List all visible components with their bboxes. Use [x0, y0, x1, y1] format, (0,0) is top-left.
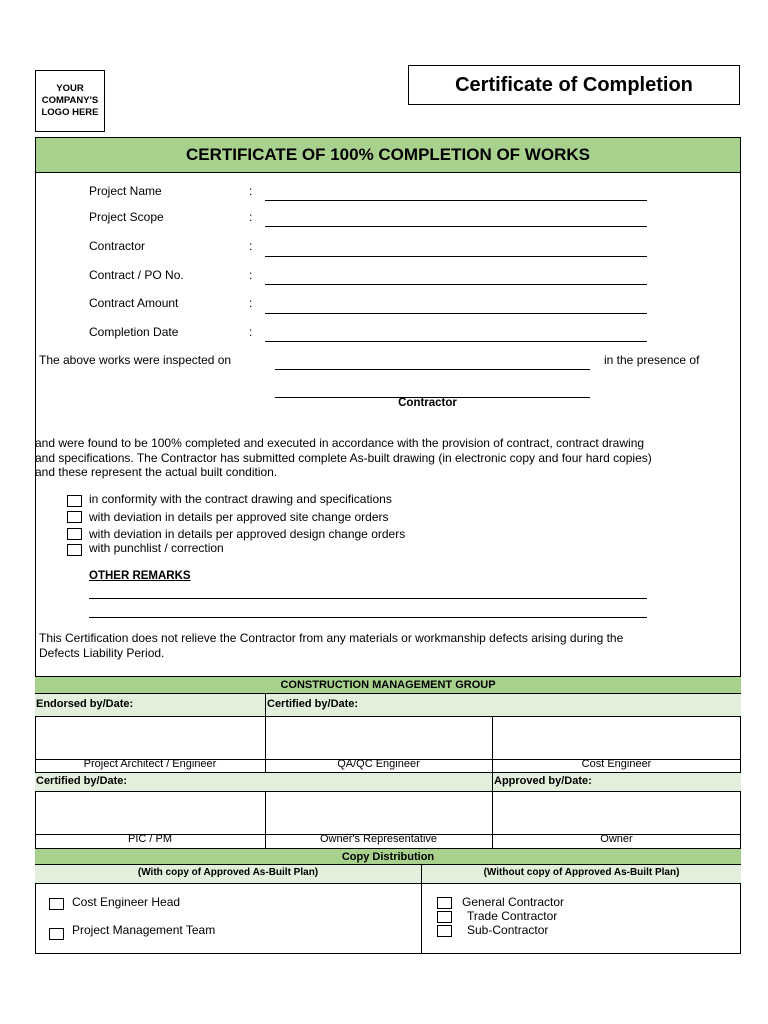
punchlist-checkbox[interactable]	[67, 544, 82, 556]
cost-engineer-signature-space[interactable]	[493, 717, 741, 759]
general-contractor-checkbox[interactable]	[437, 897, 452, 909]
completion-date-label: Completion Date	[89, 325, 179, 339]
owners-rep-signature-space[interactable]	[266, 792, 492, 834]
logo-line-3: LOGO HERE	[41, 107, 99, 118]
signature-header-row-2	[35, 773, 741, 792]
conformity-label: in conformity with the contract drawing and specifications	[89, 492, 392, 506]
with-copy-header: (With copy of Approved As-Built Plan)	[137, 867, 319, 878]
general-contractor-label: General Contractor	[462, 895, 565, 909]
disclaimer-line-1: This Certification does not relieve the Contractor from any materials or workmanship defects arising during the	[39, 631, 624, 645]
role-owners-representative: Owner's Representative	[319, 833, 438, 845]
role-cost-engineer: Cost Engineer	[581, 758, 652, 770]
contractor-label: Contractor	[89, 239, 146, 253]
inspection-prefix: The above works were inspected on	[39, 353, 232, 367]
completion-date-field[interactable]	[265, 341, 647, 342]
contract-amount-colon: :	[249, 296, 253, 310]
role-pic-pm: PIC / PM	[127, 833, 172, 845]
punchlist-label: with punchlist / correction	[89, 541, 224, 555]
contract-po-colon: :	[249, 268, 253, 282]
pm-team-checkbox[interactable]	[49, 928, 64, 940]
cost-engineer-head-checkbox[interactable]	[49, 898, 64, 910]
design-change-label: with deviation in details per approved design change orders	[89, 527, 406, 541]
project-scope-colon: :	[249, 210, 253, 224]
copy-distribution-title: Copy Distribution	[35, 848, 741, 865]
completion-date-colon: :	[249, 325, 253, 339]
project-name-field[interactable]	[265, 200, 647, 201]
owner-signature-space[interactable]	[493, 792, 741, 834]
project-name-colon: :	[249, 184, 253, 198]
disclaimer-line-2: Defects Liability Period.	[39, 646, 165, 660]
distribution-col-divider	[421, 865, 422, 954]
contractor-colon: :	[249, 239, 253, 253]
role-project-architect: Project Architect / Engineer	[83, 758, 217, 770]
site-change-label: with deviation in details per approved site change orders	[89, 510, 389, 524]
statement-line-3: and these represent the actual built condition.	[35, 465, 278, 479]
certified-by-label-2: Certified by/Date:	[36, 775, 128, 787]
sub-contractor-checkbox[interactable]	[437, 925, 452, 937]
role-owner: Owner	[600, 833, 633, 845]
certified-by-label-1: Certified by/Date:	[267, 698, 359, 710]
logo-line-2: COMPANY'S	[41, 95, 99, 106]
contractor-caption: Contractor	[398, 397, 457, 409]
qaqc-signature-space[interactable]	[266, 717, 492, 759]
statement-line-2: and specifications. The Contractor has submitted complete As-built drawing (in electronic copy and four hard copies)	[35, 451, 652, 465]
trade-contractor-label: Trade Contractor	[467, 909, 558, 923]
certificate-heading: CERTIFICATE OF 100% COMPLETION OF WORKS	[35, 137, 741, 173]
contract-po-field[interactable]	[265, 284, 647, 285]
contractor-field[interactable]	[265, 256, 647, 257]
role-qaqc-engineer: QA/QC Engineer	[337, 758, 420, 770]
inspection-date-field[interactable]	[275, 369, 590, 370]
contract-amount-field[interactable]	[265, 313, 647, 314]
approved-by-label: Approved by/Date:	[494, 775, 592, 787]
sub-contractor-label: Sub-Contractor	[467, 923, 549, 937]
contract-amount-label: Contract Amount	[89, 296, 179, 310]
project-scope-field[interactable]	[265, 226, 647, 227]
without-copy-header: (Without copy of Approved As-Built Plan)	[483, 867, 680, 878]
statement-line-1: and were found to be 100% completed and executed in accordance with the provision of contract, contract drawing	[35, 436, 645, 450]
pm-team-label: Project Management Team	[72, 923, 216, 937]
logo-line-1: YOUR	[56, 83, 84, 94]
conformity-checkbox[interactable]	[67, 495, 82, 507]
document-title: Certificate of Completion	[408, 65, 740, 105]
inspection-suffix: in the presence of	[604, 353, 700, 367]
project-scope-label: Project Scope	[89, 210, 164, 224]
design-change-checkbox[interactable]	[67, 528, 82, 540]
other-remarks-label: OTHER REMARKS	[89, 570, 191, 582]
contract-po-label: Contract / PO No.	[89, 268, 184, 282]
endorsed-by-label: Endorsed by/Date:	[36, 698, 134, 710]
trade-contractor-checkbox[interactable]	[437, 911, 452, 923]
remarks-line-2[interactable]	[89, 617, 647, 618]
pic-pm-signature-space[interactable]	[35, 792, 265, 834]
project-name-label: Project Name	[89, 184, 162, 198]
site-change-checkbox[interactable]	[67, 511, 82, 523]
architect-signature-space[interactable]	[35, 717, 265, 759]
signature-header-row-1	[35, 694, 741, 717]
cmg-title: CONSTRUCTION MANAGEMENT GROUP	[35, 676, 741, 694]
remarks-line-1[interactable]	[89, 598, 647, 599]
cost-engineer-head-label: Cost Engineer Head	[72, 895, 181, 909]
company-logo-placeholder	[35, 70, 105, 132]
